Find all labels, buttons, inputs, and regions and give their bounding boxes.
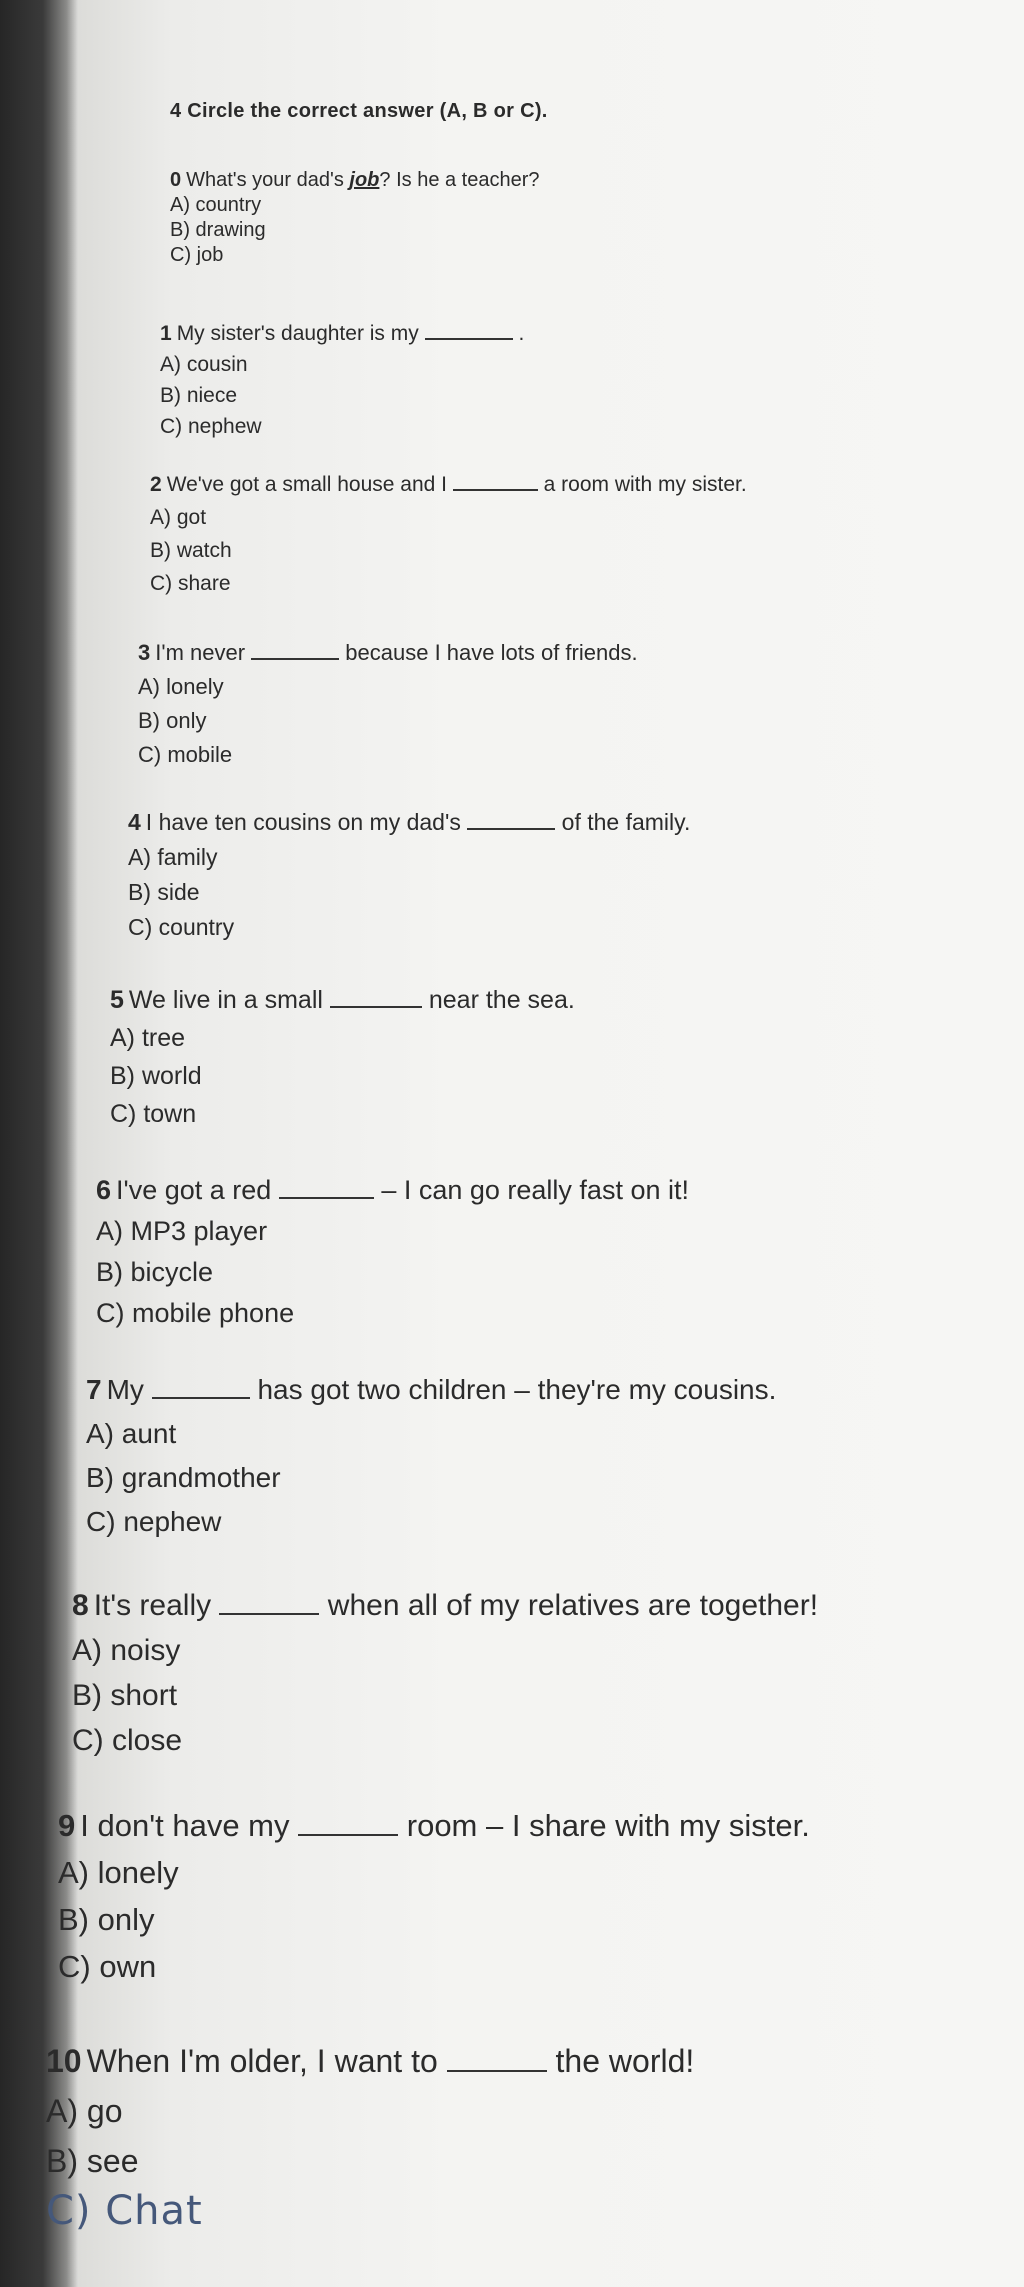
exercise-instruction: 4 Circle the correct answer (A, B or C).: [170, 100, 548, 122]
question-0-text-after: ? Is he a teacher?: [379, 169, 540, 191]
question-6-number: 6: [96, 1175, 112, 1205]
option-c[interactable]: C) nephew: [86, 1506, 222, 1537]
question-8-stem: [72, 1583, 818, 1628]
question-7-options: [86, 1412, 776, 1544]
option-b[interactable]: B) bicycle: [96, 1257, 214, 1287]
answer-blank: [219, 1613, 319, 1615]
question-7-text-after: has got two children – they're my cousins.: [257, 1374, 777, 1405]
question-2-number: 2: [150, 473, 162, 496]
option-c[interactable]: C) own: [58, 1949, 157, 1984]
question-8-text-before: It's really: [93, 1589, 212, 1622]
question-1-number: 1: [160, 322, 172, 345]
question-10-text-before: When I'm older, I want to: [86, 2043, 438, 2079]
question-0-stem: [170, 168, 540, 193]
question-10: [46, 2036, 694, 2236]
question-9-options: [58, 1849, 810, 1990]
option-c[interactable]: C) close: [72, 1724, 183, 1757]
question-9-text-before: I don't have my: [80, 1808, 290, 1843]
answer-blank: [447, 2070, 547, 2072]
option-b[interactable]: B) see: [46, 2143, 139, 2179]
option-a[interactable]: A) got: [150, 506, 207, 529]
question-1-stem: [160, 318, 524, 349]
answer-blank: [330, 1006, 422, 1008]
answer-blank: [251, 658, 339, 660]
answer-blank: [298, 1834, 398, 1836]
question-1-options: [160, 349, 524, 442]
answer-blank: [279, 1197, 374, 1199]
question-5: [110, 981, 575, 1133]
option-a[interactable]: A) tree: [110, 1024, 186, 1052]
option-b[interactable]: B) niece: [160, 384, 238, 407]
question-7-number: 7: [86, 1374, 102, 1405]
option-a[interactable]: A) MP3 player: [96, 1216, 268, 1246]
option-b[interactable]: B) side: [128, 879, 200, 905]
question-4-stem: [128, 805, 690, 840]
question-6-text-after: – I can go really fast on it!: [381, 1175, 689, 1205]
question-7: [86, 1368, 776, 1544]
question-2-text-before: We've got a small house and I: [166, 473, 447, 496]
question-4: [128, 805, 690, 945]
question-0-number: 0: [170, 169, 182, 191]
question-4-text-after: of the family.: [561, 809, 691, 835]
option-b[interactable]: B) only: [138, 708, 207, 733]
question-3-number: 3: [138, 640, 151, 665]
option-a[interactable]: A) lonely: [138, 674, 224, 699]
option-c[interactable]: C) nephew: [160, 415, 262, 438]
question-3-text-after: because I have lots of friends.: [345, 640, 638, 665]
question-10-text-after: the world!: [555, 2043, 695, 2079]
option-c[interactable]: C) mobile: [138, 742, 233, 767]
question-1-text-before: My sister's daughter is my: [176, 322, 419, 345]
question-3-stem: [138, 636, 638, 670]
question-6-stem: [96, 1170, 689, 1211]
option-a[interactable]: A) noisy: [72, 1634, 181, 1667]
option-b[interactable]: B) only: [58, 1902, 155, 1937]
question-8-options: [72, 1628, 818, 1763]
question-2: [150, 468, 747, 600]
question-3-options: [138, 670, 638, 772]
question-9-text-after: room – I share with my sister.: [406, 1808, 810, 1843]
question-0-text-before: What's your dad's: [186, 169, 344, 191]
question-1: [160, 318, 524, 442]
option-c[interactable]: C) job: [170, 244, 224, 266]
question-1-text-after: .: [518, 322, 525, 345]
question-10-options: [46, 2086, 694, 2236]
question-4-text-before: I have ten cousins on my dad's: [145, 809, 461, 835]
question-5-number: 5: [110, 986, 124, 1014]
option-b[interactable]: B) drawing: [170, 219, 266, 241]
option-a[interactable]: A) go: [46, 2093, 123, 2129]
option-c[interactable]: C) country: [128, 914, 235, 940]
option-c[interactable]: C) share: [150, 572, 231, 595]
question-4-options: [128, 840, 690, 945]
question-7-text-before: My: [106, 1374, 144, 1405]
question-10-stem: [46, 2036, 694, 2086]
option-c-handwritten[interactable]: C) Chat: [46, 2188, 203, 2234]
question-9: [58, 1802, 810, 1990]
question-7-stem: [86, 1368, 776, 1412]
question-5-stem: [110, 981, 575, 1019]
question-6-options: [96, 1211, 689, 1334]
question-4-number: 4: [128, 809, 141, 835]
question-9-number: 9: [58, 1808, 76, 1843]
question-0-underlined-word: job: [349, 169, 380, 191]
question-5-text-before: We live in a small: [128, 986, 323, 1014]
option-b[interactable]: B) world: [110, 1062, 202, 1090]
option-b[interactable]: B) short: [72, 1679, 178, 1712]
option-c[interactable]: C) town: [110, 1100, 197, 1128]
question-8-text-after: when all of my relatives are together!: [327, 1589, 819, 1622]
question-2-text-after: a room with my sister.: [543, 473, 747, 496]
option-a[interactable]: A) country: [170, 194, 262, 216]
option-a[interactable]: A) family: [128, 844, 218, 870]
question-3: [138, 636, 638, 772]
question-5-text-after: near the sea.: [428, 986, 575, 1014]
question-2-options: [150, 501, 747, 600]
question-2-stem: [150, 468, 747, 501]
answer-blank: [467, 828, 555, 830]
option-a[interactable]: A) lonely: [58, 1855, 179, 1890]
option-b[interactable]: B) watch: [150, 539, 232, 562]
question-10-number: 10: [46, 2043, 82, 2079]
option-a[interactable]: A) aunt: [86, 1418, 177, 1449]
option-a[interactable]: A) cousin: [160, 353, 248, 376]
answer-blank: [425, 338, 513, 340]
question-3-text-before: I'm never: [155, 640, 246, 665]
question-5-options: [110, 1019, 575, 1133]
answer-blank: [453, 489, 538, 491]
question-0: [170, 168, 540, 268]
question-6: [96, 1170, 689, 1334]
question-8-number: 8: [72, 1589, 89, 1622]
answer-blank: [152, 1397, 250, 1399]
question-0-options: [170, 193, 540, 268]
question-8: [72, 1583, 818, 1763]
question-6-text-before: I've got a red: [116, 1175, 272, 1205]
question-9-stem: [58, 1802, 810, 1849]
option-c[interactable]: C) mobile phone: [96, 1298, 295, 1328]
option-b[interactable]: B) grandmother: [86, 1462, 281, 1493]
